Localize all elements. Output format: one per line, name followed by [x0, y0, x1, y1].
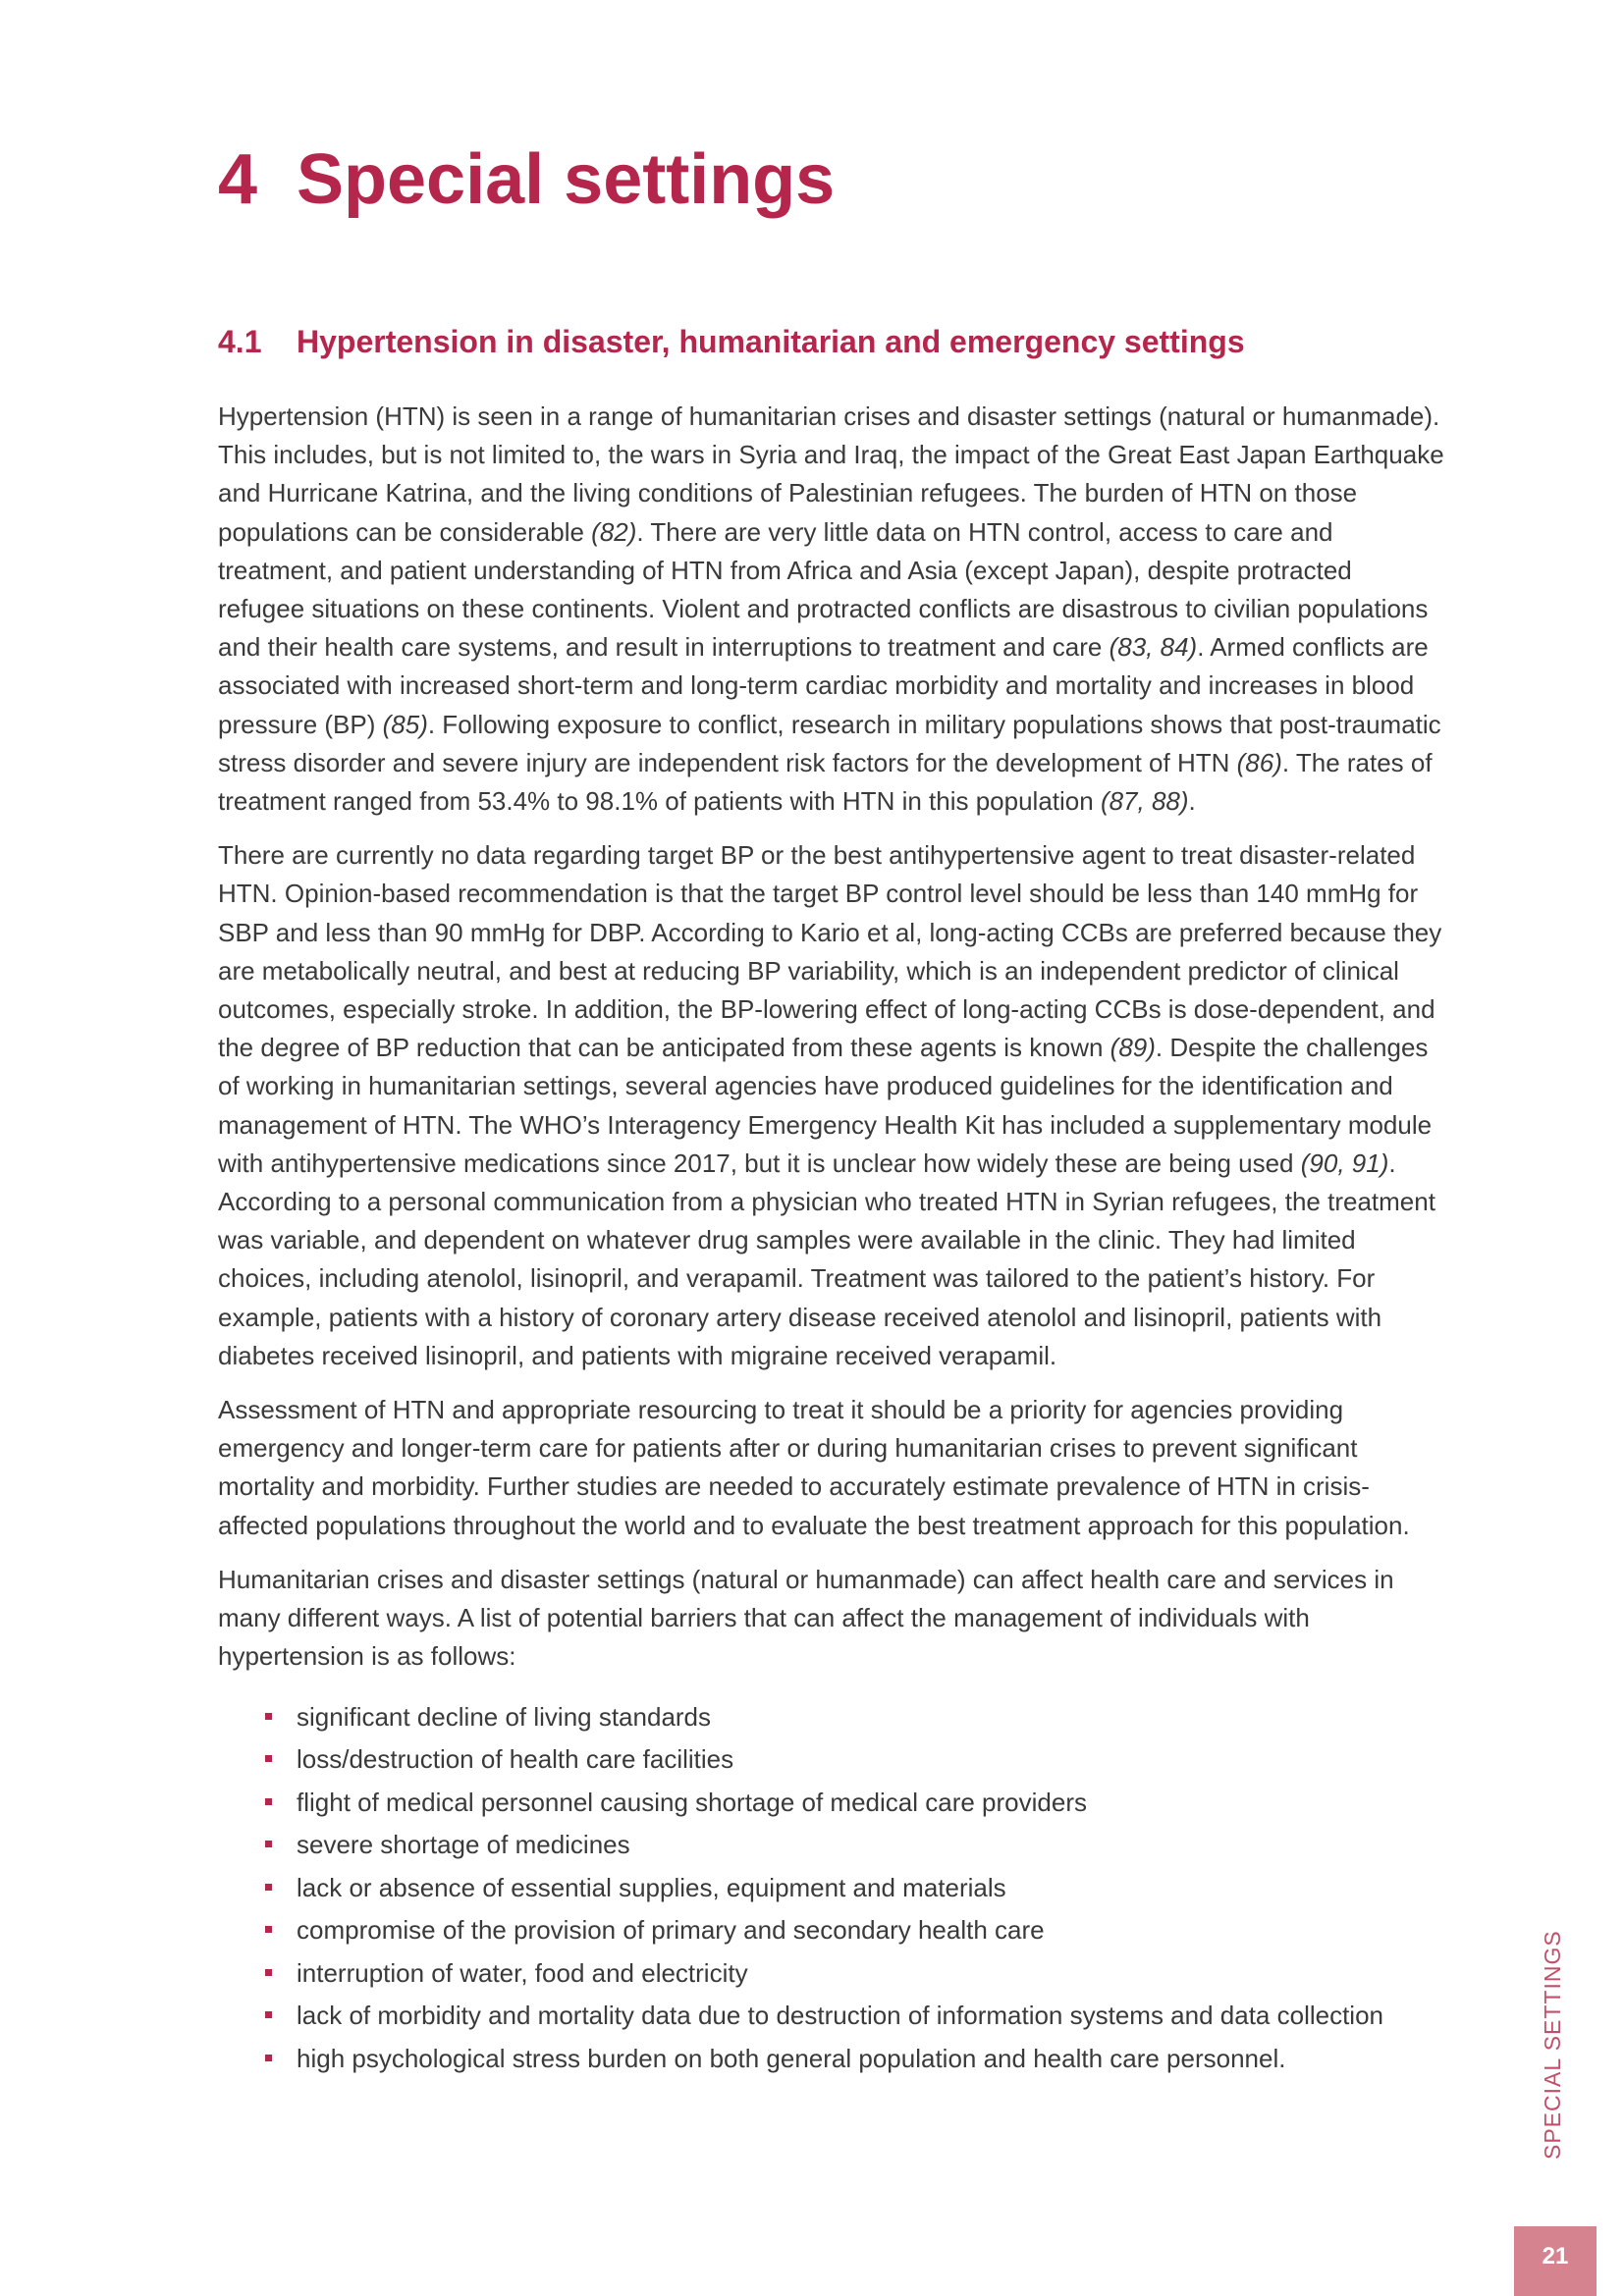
paragraph-text: . There are very little data on HTN control, access to care and treatment, and patient understanding of HTN from Africa and Asia (except Japan), despite protracted refugee situations on these continents. Violent and protracted conflicts are disastrous to civilian populations and their health care systems, and result in interruptions to treatment and care — [218, 516, 1429, 663]
bullet-marker — [265, 1969, 272, 1976]
paragraph — [218, 1391, 1445, 1545]
list-item-text: compromise of the provision of primary and secondary health care — [297, 1915, 1045, 1945]
chapter-number: 4 — [218, 140, 258, 219]
paragraph-text: Assessment of HTN and appropriate resourcing to treat it should be a priority for agencies providing emergency and longer-term care for patients after or during humanitarian crises to prevent significant mortality and morbidity. Further studies are needed to accurately estimate prevalence of HTN in crisis-affected populations throughout the world and to evaluate the best treatment approach for this population. — [218, 1395, 1410, 1540]
bullet-marker — [265, 1798, 272, 1805]
list-item — [218, 1909, 1445, 1952]
list-item — [218, 1738, 1445, 1782]
paragraph-text: . The rates of treatment ranged from 53.4% to 98.1% of patients with HTN in this population — [218, 747, 1433, 817]
barrier-list — [218, 1696, 1445, 2081]
paragraph — [218, 836, 1445, 1375]
citation-ref: (89) — [1110, 1033, 1156, 1063]
paragraph-text: . Armed conflicts are associated with increased short-term and long-term cardiac morbidity and mortality and increases in blood pressure (BP) — [218, 632, 1429, 739]
bullet-marker — [265, 1841, 272, 1847]
citation-ref: (90, 91) — [1300, 1148, 1389, 1178]
list-item-text: loss/destruction of health care facilities — [297, 1744, 734, 1774]
paragraph — [218, 398, 1445, 821]
list-item — [218, 1867, 1445, 1910]
list-item — [218, 1824, 1445, 1867]
list-item — [218, 1696, 1445, 1739]
paragraph-text: . According to a personal communication from a physician who treated HTN in Syrian refugees, the treatment was variable, and dependent on whatever drug samples were available in the clinic. They had limited choices, including atenolol, lisinopril, and verapamil. Treatment was tailored to the patient’s history. For example, patients with a history of coronary artery disease received atenolol and lisinopril, patients with diabetes received lisinopril, and patients with migraine received verapamil. — [218, 1148, 1435, 1370]
bullet-marker — [265, 1713, 272, 1720]
page-number: 21 — [1514, 2226, 1597, 2296]
paragraph-text: . Despite the challenges of working in humanitarian settings, several agencies have produced guidelines for the identification and management of HTN. The WHO’s Interagency Emergency Health Kit has included a supplementary module with antihypertensive medications since 2017, but it is unclear how widely these are being used — [218, 1033, 1433, 1178]
paragraph-text: . Following exposure to conflict, research in military populations shows that post-traumatic stress disorder and severe injury are independent risk factors for the development of HTN — [218, 709, 1441, 777]
chapter-title — [218, 137, 835, 222]
list-item-text: lack or absence of essential supplies, equipment and materials — [297, 1872, 1006, 1902]
paragraph-text: There are currently no data regarding target BP or the best antihypertensive agent to treat disaster-related HTN. Opinion-based recommendation is that the target BP control level should be less than 140 mmHg for SBP and less than 90 mmHg for DBP. According to Kario et al, long-acting CCBs are preferred because they are metabolically neutral, and best at reducing BP variability, which is an independent predictor of clinical outcomes, especially stroke. In addition, the BP-lowering effect of long-acting CCBs is dose-dependent, and the degree of BP reduction that can be anticipated from these agents is known — [218, 840, 1442, 1063]
paragraph-text: Hypertension (HTN) is seen in a range of humanitarian crises and disaster settings (natural or humanmade). This includes, but is not limited to, the wars in Syria and Iraq, the impact of the Great East Japan Earthquake and Hurricane Katrina, and the living conditions of Palestinian refugees. The burden of HTN on those populations can be considerable — [218, 401, 1444, 547]
citation-ref: (85) — [382, 709, 428, 739]
list-item-text: severe shortage of medicines — [297, 1830, 630, 1859]
body-text — [218, 398, 1445, 2080]
paragraph-text: . — [1188, 786, 1196, 817]
chapter-title-text: Special settings — [297, 140, 836, 219]
list-item-text: lack of morbidity and mortality data due to destruction of information systems and data collection — [297, 2001, 1384, 2030]
section-number: 4.1 — [218, 324, 262, 359]
bullet-marker — [265, 1755, 272, 1762]
side-section-label: SPECIAL SETTINGS — [1540, 1930, 1565, 2160]
section-title — [218, 324, 1245, 360]
list-item-text: high psychological stress burden on both general population and health care personnel. — [297, 2043, 1286, 2073]
bullet-marker — [265, 2011, 272, 2018]
list-item — [218, 1995, 1445, 2038]
bullet-marker — [265, 1926, 272, 1933]
citation-ref: (82) — [591, 516, 637, 547]
citation-ref: (86) — [1236, 747, 1282, 777]
bullet-marker — [265, 1884, 272, 1891]
bullet-marker — [265, 2055, 272, 2061]
list-item-text: significant decline of living standards — [297, 1701, 712, 1732]
list-item — [218, 1782, 1445, 1825]
paragraph-text: Humanitarian crises and disaster settings (natural or humanmade) can affect health care and services in many different ways. A list of potential barriers that can affect the management of individuals with hypertension is as follows: — [218, 1564, 1394, 1672]
citation-ref: (87, 88) — [1100, 786, 1189, 817]
section-title-text: Hypertension in disaster, humanitarian and emergency settings — [297, 324, 1245, 359]
list-item-text: interruption of water, food and electricity — [297, 1957, 748, 1988]
citation-ref: (83, 84) — [1109, 632, 1198, 663]
list-item-text: flight of medical personnel causing shortage of medical care providers — [297, 1787, 1087, 1817]
list-item — [218, 1952, 1445, 1996]
list-item — [218, 2038, 1445, 2081]
paragraph — [218, 1561, 1445, 1677]
